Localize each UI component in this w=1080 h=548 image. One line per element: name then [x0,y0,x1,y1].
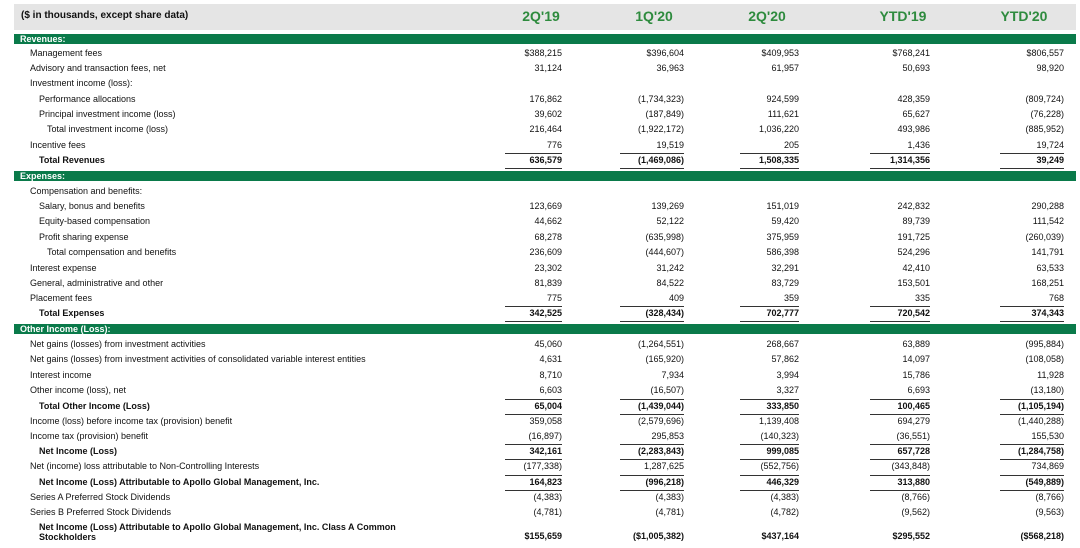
cell-value: 7,934 [661,370,684,380]
column-header-2q19: 2Q'19 [522,8,560,24]
cell-value: (9,563) [1035,507,1064,517]
cell-value: (140,323) [760,431,799,441]
subtotal-rule [505,414,562,415]
cell-value: (76,228) [1030,109,1064,119]
subtotal-rule [620,490,684,491]
cell-value: (552,756) [760,461,799,471]
cell-value: 1,314,356 [889,155,930,165]
row-label: Net Income (Loss) Attributable to Apollo Global Management, Inc. Class A Common [39,522,396,532]
cell-value: 98,920 [1036,63,1064,73]
row-label: Income (loss) before income tax (provision) benefit [30,416,233,426]
cell-value: 1,287,625 [643,461,684,471]
table-row [14,445,1076,458]
cell-value: $388,215 [524,48,562,58]
cell-value: 734,869 [1031,461,1064,471]
cell-value: (1,439,044) [637,401,684,411]
cell-value: 216,464 [529,124,562,134]
table-row [14,476,1076,489]
cell-value: 14,097 [902,354,930,364]
subtotal-rule [1000,306,1064,307]
cell-value: 3,994 [776,370,799,380]
column-header-1q20: 1Q'20 [635,8,673,24]
cell-value: (809,724) [1025,94,1064,104]
cell-value: (4,782) [770,507,799,517]
row-label: Net Income (Loss) [39,446,118,456]
cell-value: 52,122 [656,216,684,226]
table-row [14,491,1076,504]
row-label: Equity-based compensation [39,216,151,226]
cell-value: (1,264,551) [637,339,684,349]
cell-value: (8,766) [1035,492,1064,502]
cell-value: 155,530 [1031,431,1064,441]
table-row [14,400,1076,413]
cell-value: 636,579 [529,155,562,165]
subtotal-rule [870,168,930,169]
row-label: Interest income [30,370,92,380]
cell-value: 57,862 [771,354,799,364]
cell-value: 524,296 [897,247,930,257]
subtotal-rule [740,306,799,307]
cell-value: (1,105,194) [1017,401,1064,411]
cell-value: (4,383) [655,492,684,502]
cell-value: 81,839 [534,278,562,288]
cell-value: (16,897) [528,431,562,441]
table-row [14,369,1076,382]
subtotal-rule [505,475,562,476]
table-row [14,139,1076,152]
table-row [14,246,1076,259]
table-row [14,415,1076,428]
cell-value: (1,734,323) [637,94,684,104]
cell-value: 1,036,220 [758,124,799,134]
section-label: Revenues: [20,34,66,44]
subtotal-rule [870,306,930,307]
subtotal-rule [740,168,799,169]
cell-value: 61,957 [771,63,799,73]
subtotal-rule [620,153,684,154]
cell-value: ($1,005,382) [632,531,684,541]
cell-value: 290,288 [1031,201,1064,211]
subtotal-rule [870,321,930,322]
row-label: Advisory and transaction fees, net [30,63,166,73]
cell-value: 153,501 [897,278,930,288]
cell-value: 342,161 [529,446,562,456]
cell-value: (1,469,086) [637,155,684,165]
subtotal-rule [505,490,562,491]
cell-value: ($568,218) [1020,531,1064,541]
row-label: Compensation and benefits: [30,186,143,196]
cell-value: 702,777 [766,308,799,318]
section-label: Other Income (Loss): [20,324,111,334]
table-row [14,108,1076,121]
cell-value: 123,669 [529,201,562,211]
table-row [14,506,1076,519]
row-label: Interest expense [30,263,97,273]
subtotal-rule [740,321,799,322]
cell-value: 65,627 [902,109,930,119]
cell-value: $768,241 [892,48,930,58]
cell-value: 776 [546,140,562,150]
subtotal-rule [870,444,930,445]
cell-value: 19,519 [656,140,684,150]
subtotal-rule [740,490,799,491]
cell-value: $437,164 [761,531,799,541]
subtotal-rule [620,444,684,445]
cell-value: (36,551) [896,431,930,441]
subtotal-rule [870,490,930,491]
cell-value: 333,850 [766,401,799,411]
cell-value: 176,862 [529,94,562,104]
subtotal-rule [870,153,930,154]
cell-value: (4,383) [770,492,799,502]
subtotal-rule [1000,459,1064,460]
cell-value: 39,249 [1036,155,1064,165]
cell-value: 375,959 [766,232,799,242]
cell-value: 205 [783,140,799,150]
cell-value: $806,557 [1026,48,1064,58]
row-label: Incentive fees [30,140,86,150]
cell-value: (885,952) [1025,124,1064,134]
row-label: Principal investment income (loss) [39,109,176,119]
cell-value: (260,039) [1025,232,1064,242]
cell-value: 313,880 [897,477,930,487]
column-header-ytd20: YTD'20 [1000,8,1048,24]
table-row [14,307,1076,320]
cell-value: (2,579,696) [637,416,684,426]
cell-value: 111,621 [767,109,799,119]
table-row [14,93,1076,106]
cell-value: 44,662 [534,216,562,226]
table-row [14,185,1076,198]
subtotal-rule [620,321,684,322]
row-label: Net gains (losses) from investment activities [30,339,206,349]
cell-value: (549,889) [1025,477,1064,487]
cell-value: 23,302 [534,263,562,273]
row-label: Salary, bonus and benefits [39,201,145,211]
row-label: Total investment income (loss) [47,124,169,134]
row-label: Other income (loss), net [30,385,127,395]
cell-value: 139,269 [651,201,684,211]
subtotal-rule [620,168,684,169]
subtotal-rule [620,399,684,400]
cell-value: 236,609 [529,247,562,257]
row-label: Investment income (loss): [30,78,133,88]
table-row [14,154,1076,167]
table-row [14,277,1076,290]
table-row [14,200,1076,213]
cell-value: 15,786 [902,370,930,380]
subtotal-rule [620,414,684,415]
subtotal-rule [505,153,562,154]
cell-value: 63,533 [1036,263,1064,273]
row-label: Total compensation and benefits [47,247,177,257]
table-row [14,292,1076,305]
table-row [14,215,1076,228]
table-row [14,522,1076,548]
table-row [14,77,1076,90]
cell-value: 268,667 [766,339,799,349]
cell-value: 775 [546,293,562,303]
table-row [14,47,1076,60]
section-revenues [14,34,1076,44]
cell-value: 164,823 [529,477,562,487]
cell-value: 428,359 [897,94,930,104]
cell-value: 32,291 [771,263,799,273]
cell-value: 68,278 [534,232,562,242]
cell-value: 242,832 [897,201,930,211]
cell-value: 141,791 [1031,247,1064,257]
subtotal-rule [505,399,562,400]
row-label: Series B Preferred Stock Dividends [30,507,172,517]
cell-value: (996,218) [645,477,684,487]
table-header [14,4,1076,30]
units-label: ($ in thousands, except share data) [21,10,189,21]
cell-value: (9,562) [901,507,930,517]
row-label: Total Other Income (Loss) [39,401,150,411]
cell-value: 720,542 [897,308,930,318]
row-label: Management fees [30,48,103,58]
cell-value: (2,283,843) [637,446,684,456]
cell-value: 11,928 [1037,370,1064,380]
cell-value: 295,853 [651,431,684,441]
cell-value: (444,607) [645,247,684,257]
subtotal-rule [620,475,684,476]
table-row [14,123,1076,136]
cell-value: 151,019 [766,201,799,211]
cell-value: (13,180) [1030,385,1064,395]
cell-value: 6,693 [907,385,930,395]
row-label: Net gains (losses) from investment activities of consolidated variable interest entities [30,354,366,364]
cell-value: (4,383) [533,492,562,502]
subtotal-rule [1000,490,1064,491]
cell-value: 84,522 [656,278,684,288]
table-row [14,384,1076,397]
cell-value: (8,766) [901,492,930,502]
cell-value: 50,693 [902,63,930,73]
cell-value: 36,963 [656,63,684,73]
cell-value: 586,398 [766,247,799,257]
subtotal-rule [1000,444,1064,445]
subtotal-rule [870,399,930,400]
cell-value: 83,729 [771,278,799,288]
subtotal-rule [740,444,799,445]
cell-value: 4,631 [539,354,562,364]
section-expenses [14,171,1076,181]
cell-value: 493,986 [897,124,930,134]
cell-value: $295,552 [892,531,930,541]
table-row [14,460,1076,473]
row-label: Net (income) loss attributable to Non-Controlling Interests [30,461,260,471]
row-label: Performance allocations [39,94,136,104]
subtotal-rule [505,168,562,169]
cell-value: 39,602 [534,109,562,119]
subtotal-rule [740,153,799,154]
subtotal-rule [740,399,799,400]
cell-value: (635,998) [645,232,684,242]
cell-value: 446,329 [766,477,799,487]
cell-value: (177,338) [523,461,562,471]
cell-value: 42,410 [902,263,930,273]
cell-value: 359,058 [529,416,562,426]
subtotal-rule [1000,475,1064,476]
cell-value: (1,284,758) [1017,446,1064,456]
column-header-2q20: 2Q'20 [748,8,786,24]
row-label-continued: Stockholders [39,532,97,542]
cell-value: 657,728 [897,446,930,456]
cell-value: 342,525 [529,308,562,318]
subtotal-rule [870,414,930,415]
table-row [14,62,1076,75]
subtotal-rule [740,414,799,415]
section-other-income [14,324,1076,334]
cell-value: 8,710 [539,370,562,380]
subtotal-rule [740,475,799,476]
subtotal-rule [1000,153,1064,154]
cell-value: $155,659 [524,531,562,541]
cell-value: (343,848) [891,461,930,471]
cell-value: (1,922,172) [637,124,684,134]
table-row [14,231,1076,244]
section-label: Expenses: [20,171,66,181]
row-label: Total Expenses [39,308,105,318]
cell-value: 374,343 [1031,308,1064,318]
cell-value: (995,884) [1025,339,1064,349]
cell-value: 191,725 [897,232,930,242]
cell-value: (328,434) [645,308,684,318]
cell-value: 31,242 [656,263,684,273]
cell-value: 694,279 [897,416,930,426]
cell-value: 924,599 [766,94,799,104]
subtotal-rule [505,444,562,445]
cell-value: 6,603 [539,385,562,395]
subtotal-rule [505,321,562,322]
cell-value: 359 [783,293,799,303]
row-label: Series A Preferred Stock Dividends [30,492,171,502]
column-header-ytd19: YTD'19 [879,8,927,24]
subtotal-rule [740,459,799,460]
cell-value: 89,739 [902,216,930,226]
subtotal-rule [1000,414,1064,415]
subtotal-rule [620,459,684,460]
cell-value: 59,420 [771,216,799,226]
subtotal-rule [1000,399,1064,400]
cell-value: 63,889 [902,339,930,349]
cell-value: 45,060 [534,339,562,349]
cell-value: 111,542 [1032,216,1064,226]
row-label: General, administrative and other [30,278,164,288]
subtotal-rule [505,459,562,460]
subtotal-rule [1000,168,1064,169]
row-label: Total Revenues [39,155,105,165]
subtotal-rule [870,459,930,460]
table-row [14,353,1076,366]
cell-value: (108,058) [1025,354,1064,364]
cell-value: (4,781) [655,507,684,517]
cell-value: $409,953 [761,48,799,58]
row-label: Income tax (provision) benefit [30,431,149,441]
cell-value: (1,440,288) [1017,416,1064,426]
subtotal-rule [505,306,562,307]
cell-value: 335 [914,293,930,303]
row-label: Profit sharing expense [39,232,129,242]
table-row [14,430,1076,443]
cell-value: 100,465 [897,401,930,411]
row-label: Placement fees [30,293,93,303]
cell-value: (16,507) [650,385,684,395]
subtotal-rule [870,475,930,476]
row-label: Net Income (Loss) Attributable to Apollo Global Management, Inc. [39,477,320,487]
cell-value: 31,124 [534,63,562,73]
cell-value: 65,004 [534,401,562,411]
cell-value: 1,508,335 [758,155,799,165]
cell-value: 409 [668,293,684,303]
table-row [14,338,1076,351]
cell-value: 1,139,408 [758,416,799,426]
cell-value: 768 [1048,293,1064,303]
cell-value: (165,920) [645,354,684,364]
table-row [14,262,1076,275]
cell-value: 168,251 [1031,278,1064,288]
cell-value: 1,436 [907,140,930,150]
cell-value: 19,724 [1036,140,1064,150]
cell-value: 999,085 [766,446,799,456]
subtotal-rule [620,306,684,307]
cell-value: (4,781) [533,507,562,517]
cell-value: $396,604 [646,48,684,58]
cell-value: 3,327 [776,385,799,395]
cell-value: (187,849) [645,109,684,119]
subtotal-rule [1000,321,1064,322]
